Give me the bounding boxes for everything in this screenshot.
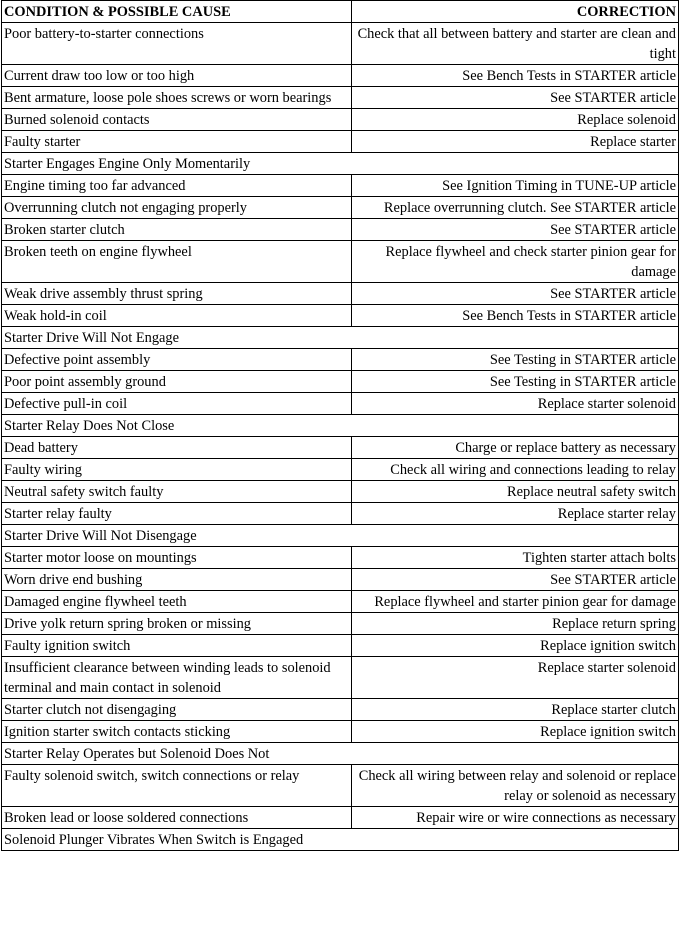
table-row xyxy=(2,721,679,743)
table-row xyxy=(2,219,679,241)
cause-cell: Engine timing too far advanced xyxy=(2,175,352,197)
table-row xyxy=(2,175,679,197)
correction-cell: See Ignition Timing in TUNE-UP article xyxy=(352,175,679,197)
table-row xyxy=(2,481,679,503)
cause-cell: Weak hold-in coil xyxy=(2,305,352,327)
table-row xyxy=(2,393,679,415)
cause-cell: Damaged engine flywheel teeth xyxy=(2,591,352,613)
cause-cell: Starter relay faulty xyxy=(2,503,352,525)
correction-cell: See STARTER article xyxy=(352,283,679,305)
correction-cell: Replace flywheel and check starter pinion gear for damage xyxy=(352,241,679,283)
cause-cell: Faulty solenoid switch, switch connections or relay xyxy=(2,765,352,807)
table-row xyxy=(2,569,679,591)
cause-cell: Faulty wiring xyxy=(2,459,352,481)
table-row xyxy=(2,283,679,305)
table-row xyxy=(2,547,679,569)
table-row xyxy=(2,305,679,327)
correction-cell: Tighten starter attach bolts xyxy=(352,547,679,569)
table-row xyxy=(2,699,679,721)
correction-cell: See Bench Tests in STARTER article xyxy=(352,305,679,327)
table-row xyxy=(2,613,679,635)
cause-cell: Burned solenoid contacts xyxy=(2,109,352,131)
correction-cell: See Testing in STARTER article xyxy=(352,371,679,393)
correction-cell: Replace overrunning clutch. See STARTER article xyxy=(352,197,679,219)
correction-cell: See STARTER article xyxy=(352,219,679,241)
table-row xyxy=(2,197,679,219)
cause-cell: Neutral safety switch faulty xyxy=(2,481,352,503)
troubleshooting-table xyxy=(1,0,679,851)
cause-cell: Weak drive assembly thrust spring xyxy=(2,283,352,305)
correction-cell: Repair wire or wire connections as necessary xyxy=(352,807,679,829)
correction-cell: Replace starter xyxy=(352,131,679,153)
cause-cell: Dead battery xyxy=(2,437,352,459)
correction-cell: Check that all between battery and starter are clean and tight xyxy=(352,23,679,65)
table-row xyxy=(2,109,679,131)
section-header-row xyxy=(2,327,679,349)
section-title: Starter Drive Will Not Disengage xyxy=(2,525,679,547)
table-row xyxy=(2,371,679,393)
table-row xyxy=(2,87,679,109)
section-header-row xyxy=(2,415,679,437)
cause-cell: Bent armature, loose pole shoes screws or worn bearings xyxy=(2,87,352,109)
section-title: Starter Drive Will Not Engage xyxy=(2,327,679,349)
cause-cell: Defective point assembly xyxy=(2,349,352,371)
section-header-row xyxy=(2,829,679,851)
table-row xyxy=(2,459,679,481)
cause-cell: Ignition starter switch contacts sticking xyxy=(2,721,352,743)
table-row xyxy=(2,349,679,371)
correction-cell: Replace ignition switch xyxy=(352,635,679,657)
section-header-row xyxy=(2,525,679,547)
correction-cell: See Bench Tests in STARTER article xyxy=(352,65,679,87)
section-title: Starter Engages Engine Only Momentarily xyxy=(2,153,679,175)
correction-cell: Replace return spring xyxy=(352,613,679,635)
correction-cell: Replace flywheel and starter pinion gear for damage xyxy=(352,591,679,613)
cause-cell: Insufficient clearance between winding leads to solenoid terminal and main contact in solenoid xyxy=(2,657,352,699)
correction-cell: Replace starter clutch xyxy=(352,699,679,721)
correction-cell: Replace starter solenoid xyxy=(352,657,679,699)
cause-cell: Faulty starter xyxy=(2,131,352,153)
table-row xyxy=(2,503,679,525)
cause-cell: Broken lead or loose soldered connections xyxy=(2,807,352,829)
cause-cell: Broken starter clutch xyxy=(2,219,352,241)
table-row xyxy=(2,807,679,829)
correction-cell: See Testing in STARTER article xyxy=(352,349,679,371)
table-row xyxy=(2,657,679,699)
correction-cell: Check all wiring and connections leading to relay xyxy=(352,459,679,481)
correction-cell: Charge or replace battery as necessary xyxy=(352,437,679,459)
cause-cell: Starter motor loose on mountings xyxy=(2,547,352,569)
cause-cell: Poor point assembly ground xyxy=(2,371,352,393)
cause-cell: Current draw too low or too high xyxy=(2,65,352,87)
table-row xyxy=(2,241,679,283)
table-row xyxy=(2,437,679,459)
section-header-row xyxy=(2,743,679,765)
cause-cell: Drive yolk return spring broken or missing xyxy=(2,613,352,635)
cause-cell: Overrunning clutch not engaging properly xyxy=(2,197,352,219)
table-row xyxy=(2,131,679,153)
correction-cell: See STARTER article xyxy=(352,569,679,591)
section-title: Solenoid Plunger Vibrates When Switch is Engaged xyxy=(2,829,679,851)
cause-cell: Poor battery-to-starter connections xyxy=(2,23,352,65)
table-row xyxy=(2,23,679,65)
table-header-row xyxy=(2,1,679,23)
section-title: Starter Relay Does Not Close xyxy=(2,415,679,437)
correction-cell: Replace neutral safety switch xyxy=(352,481,679,503)
correction-column-header: CORRECTION xyxy=(352,1,679,23)
correction-cell: Replace starter relay xyxy=(352,503,679,525)
correction-cell: See STARTER article xyxy=(352,87,679,109)
cause-cell: Broken teeth on engine flywheel xyxy=(2,241,352,283)
section-title: Starter Relay Operates but Solenoid Does Not xyxy=(2,743,679,765)
correction-cell: Check all wiring between relay and solenoid or replace relay or solenoid as necessary xyxy=(352,765,679,807)
table-row xyxy=(2,591,679,613)
table-row xyxy=(2,65,679,87)
cause-cell: Faulty ignition switch xyxy=(2,635,352,657)
cause-cell: Worn drive end bushing xyxy=(2,569,352,591)
table-row xyxy=(2,635,679,657)
correction-cell: Replace solenoid xyxy=(352,109,679,131)
cause-cell: Starter clutch not disengaging xyxy=(2,699,352,721)
correction-cell: Replace starter solenoid xyxy=(352,393,679,415)
correction-cell: Replace ignition switch xyxy=(352,721,679,743)
table-body xyxy=(2,23,679,851)
section-header-row xyxy=(2,153,679,175)
table-row xyxy=(2,765,679,807)
cause-cell: Defective pull-in coil xyxy=(2,393,352,415)
condition-column-header: CONDITION & POSSIBLE CAUSE xyxy=(2,1,352,23)
